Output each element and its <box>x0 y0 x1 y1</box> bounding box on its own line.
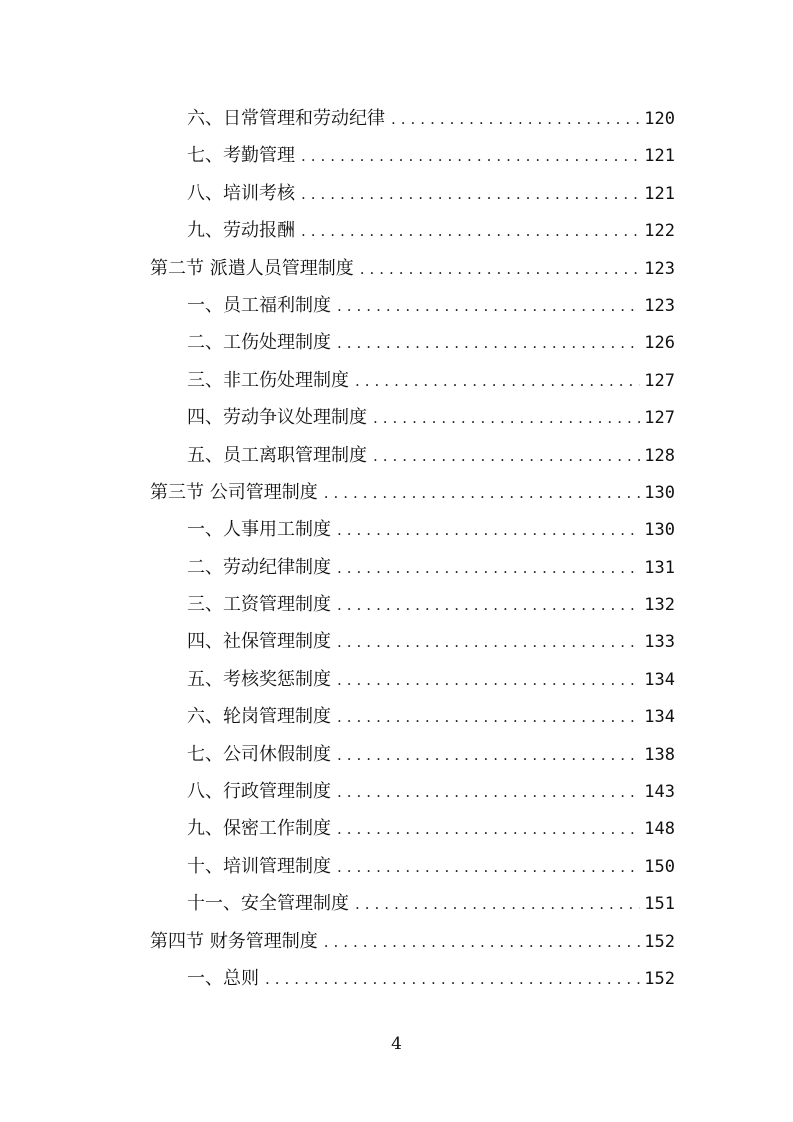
toc-entry-page-number: 138 <box>644 744 675 765</box>
toc-dot-leader <box>391 101 640 138</box>
toc-subsection-entry[interactable] <box>150 661 675 698</box>
toc-entry-page-number: 126 <box>644 333 675 354</box>
toc-entry-title: 四、社保管理制度 <box>187 631 331 653</box>
toc-entry-title: 六、日常管理和劳动纪律 <box>187 108 385 129</box>
toc-entry-page-number: 150 <box>644 856 675 877</box>
toc-dot-leader <box>337 325 640 362</box>
toc-entry-title: 第三节 公司管理制度 <box>150 481 318 503</box>
toc-section-entry[interactable] <box>150 474 675 511</box>
toc-dot-leader <box>324 475 641 512</box>
toc-subsection-entry[interactable] <box>150 137 675 174</box>
toc-subsection-entry[interactable] <box>150 324 675 361</box>
toc-dot-leader <box>337 737 640 774</box>
toc-dot-leader <box>337 550 640 587</box>
toc-entry-page-number: 122 <box>644 221 675 242</box>
toc-dot-leader <box>301 176 640 213</box>
toc-entry-title: 六、轮岗管理制度 <box>187 706 331 728</box>
toc-dot-leader <box>373 400 640 437</box>
toc-dot-leader <box>301 213 640 250</box>
toc-entry-page-number: 121 <box>644 183 675 204</box>
toc-subsection-entry[interactable] <box>150 736 675 773</box>
table-of-contents <box>150 100 675 997</box>
page-number: 4 <box>391 1034 402 1054</box>
toc-entry-page-number: 132 <box>644 595 675 616</box>
toc-entry-page-number: 123 <box>644 258 675 279</box>
toc-entry-page-number: 127 <box>644 408 675 429</box>
toc-entry-page-number: 134 <box>644 707 675 728</box>
toc-dot-leader <box>301 138 640 175</box>
toc-entry-title: 七、考勤管理 <box>187 145 295 167</box>
toc-entry-title: 九、保密工作制度 <box>187 818 331 840</box>
toc-dot-leader <box>337 699 640 736</box>
toc-subsection-entry[interactable] <box>150 175 675 212</box>
toc-subsection-entry[interactable] <box>150 100 675 137</box>
toc-dot-leader <box>355 886 640 923</box>
toc-section-entry[interactable] <box>150 923 675 960</box>
toc-subsection-entry[interactable] <box>150 960 675 997</box>
toc-subsection-entry[interactable] <box>150 773 675 810</box>
toc-dot-leader <box>337 288 640 325</box>
toc-entry-page-number: 130 <box>644 482 675 503</box>
toc-dot-leader <box>265 961 640 998</box>
toc-entry-page-number: 133 <box>644 632 675 653</box>
toc-dot-leader <box>337 662 640 699</box>
toc-entry-page-number: 120 <box>644 109 675 129</box>
toc-entry-title: 八、培训考核 <box>187 182 295 204</box>
toc-subsection-entry[interactable] <box>150 810 675 847</box>
toc-dot-leader <box>337 512 640 549</box>
toc-entry-title: 一、员工福利制度 <box>187 294 331 316</box>
toc-subsection-entry[interactable] <box>150 698 675 735</box>
toc-entry-title: 十一、安全管理制度 <box>187 893 349 915</box>
toc-entry-title: 二、工伤处理制度 <box>187 332 331 354</box>
toc-entry-page-number: 123 <box>644 295 675 316</box>
toc-dot-leader <box>355 363 640 400</box>
toc-entry-title: 第二节 派遣人员管理制度 <box>150 257 354 279</box>
toc-entry-page-number: 148 <box>644 819 675 840</box>
toc-entry-title: 八、行政管理制度 <box>187 781 331 803</box>
toc-subsection-entry[interactable] <box>150 511 675 548</box>
toc-subsection-entry[interactable] <box>150 885 675 922</box>
toc-entry-title: 十、培训管理制度 <box>187 855 331 877</box>
toc-entry-title: 三、工资管理制度 <box>187 594 331 616</box>
toc-subsection-entry[interactable] <box>150 399 675 436</box>
toc-entry-title: 一、人事用工制度 <box>187 519 331 541</box>
toc-entry-title: 三、非工伤处理制度 <box>187 369 349 391</box>
toc-subsection-entry[interactable] <box>150 549 675 586</box>
toc-entry-title: 九、劳动报酬 <box>187 220 295 242</box>
toc-dot-leader <box>373 438 640 475</box>
toc-subsection-entry[interactable] <box>150 287 675 324</box>
toc-subsection-entry[interactable] <box>150 362 675 399</box>
toc-entry-page-number: 143 <box>644 782 675 803</box>
toc-dot-leader <box>337 811 640 848</box>
toc-dot-leader <box>360 251 641 288</box>
toc-entry-page-number: 128 <box>644 445 675 466</box>
toc-entry-page-number: 130 <box>644 520 675 541</box>
toc-entry-title: 一、总则 <box>187 967 259 989</box>
toc-subsection-entry[interactable] <box>150 437 675 474</box>
toc-subsection-entry[interactable] <box>150 623 675 660</box>
toc-dot-leader <box>324 924 641 961</box>
toc-entry-page-number: 151 <box>644 894 675 915</box>
toc-subsection-entry[interactable] <box>150 848 675 885</box>
toc-entry-page-number: 127 <box>644 370 675 391</box>
toc-entry-title: 四、劳动争议处理制度 <box>187 407 367 429</box>
toc-dot-leader <box>337 587 640 624</box>
toc-dot-leader <box>337 849 640 886</box>
toc-section-entry[interactable] <box>150 250 675 287</box>
toc-entry-title: 第四节 财务管理制度 <box>150 930 318 952</box>
toc-entry-page-number: 131 <box>644 557 675 578</box>
toc-entry-title: 七、公司休假制度 <box>187 743 331 765</box>
toc-subsection-entry[interactable] <box>150 212 675 249</box>
toc-entry-page-number: 152 <box>644 968 675 989</box>
toc-dot-leader <box>337 774 640 811</box>
toc-entry-title: 五、员工离职管理制度 <box>187 444 367 466</box>
toc-dot-leader <box>337 624 640 661</box>
toc-entry-page-number: 134 <box>644 669 675 690</box>
toc-entry-page-number: 121 <box>644 146 675 167</box>
toc-entry-title: 五、考核奖惩制度 <box>187 668 331 690</box>
toc-entry-title: 二、劳动纪律制度 <box>187 556 331 578</box>
toc-entry-page-number: 152 <box>644 931 675 952</box>
toc-subsection-entry[interactable] <box>150 586 675 623</box>
